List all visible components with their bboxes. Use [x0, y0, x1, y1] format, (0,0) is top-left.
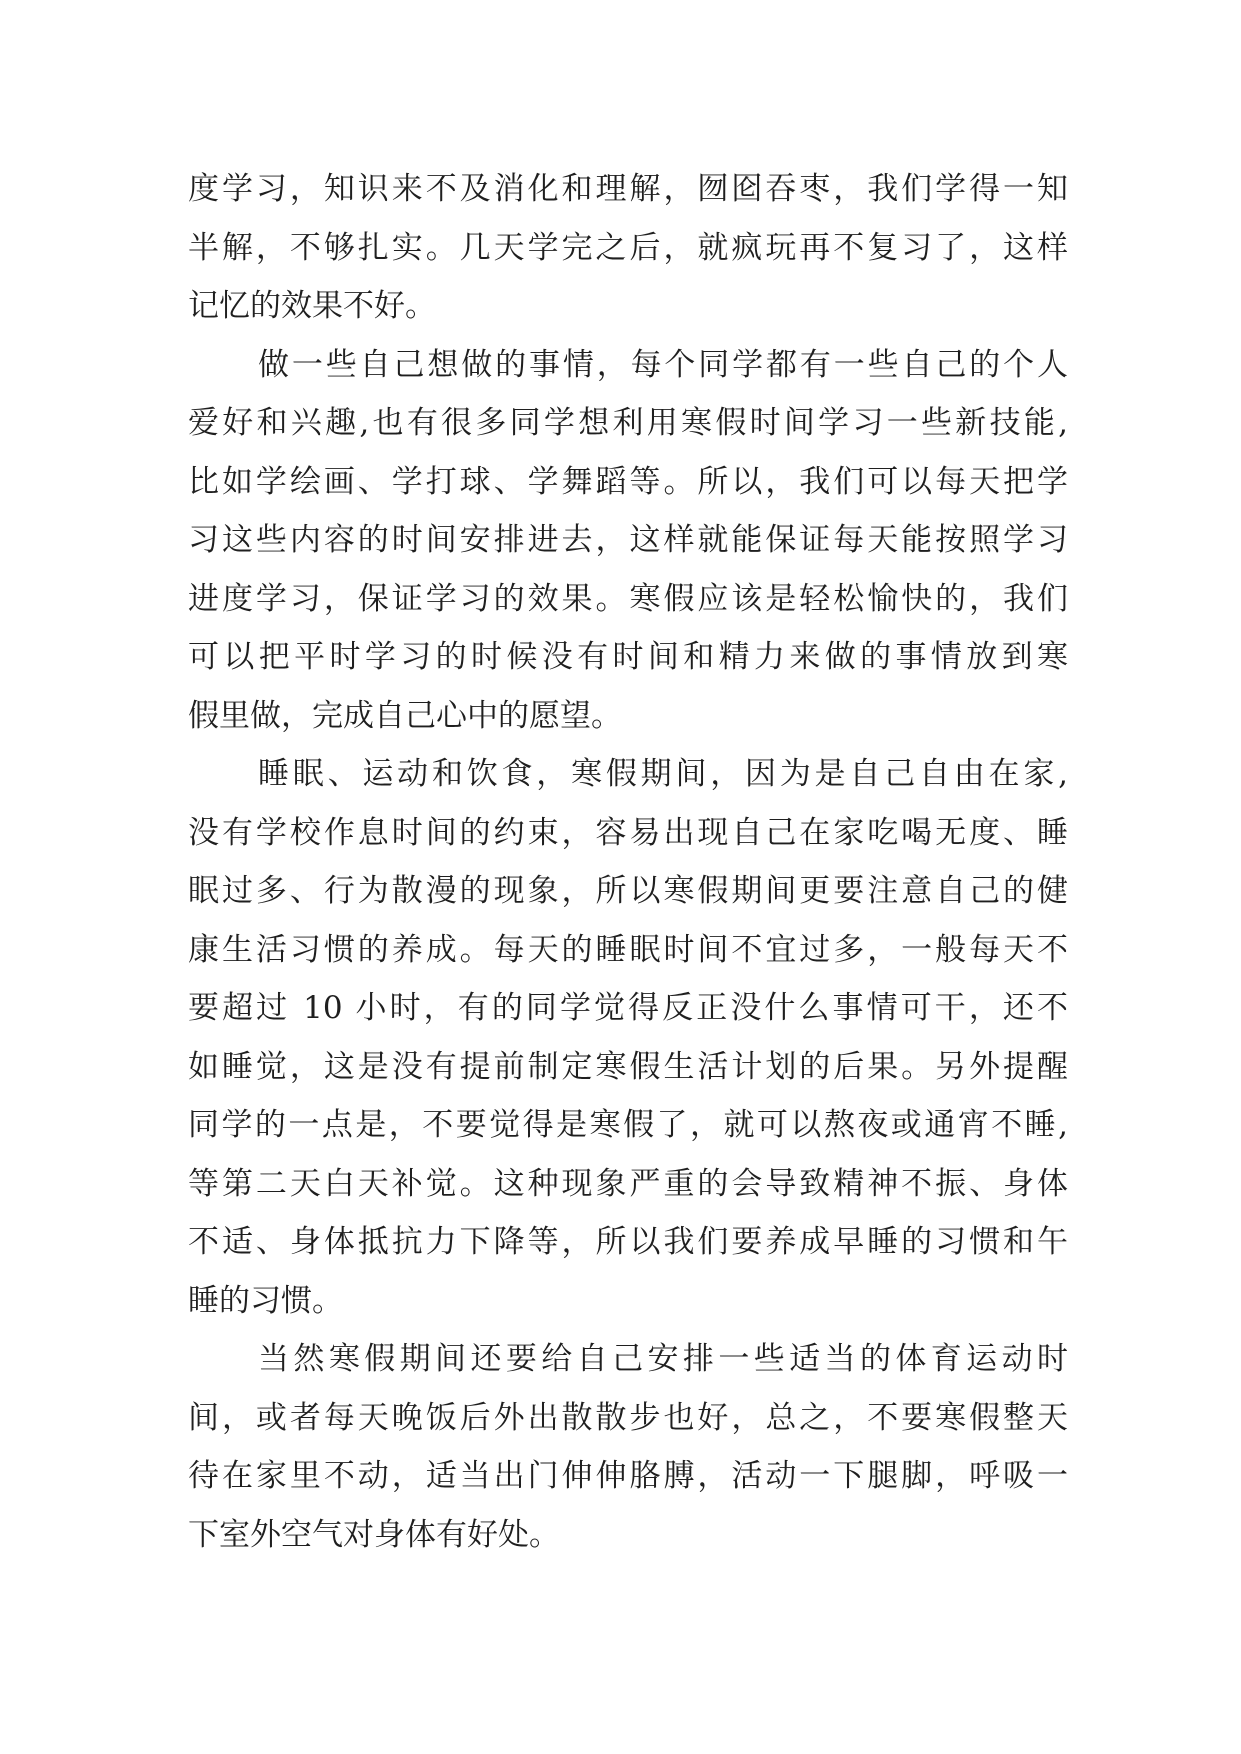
body-text	[188, 160, 1068, 1564]
text-line: 可以把平时学习的时候没有时间和精力来做的事情放到寒	[188, 639, 1068, 675]
text-line: 眠过多、行为散漫的现象，所以寒假期间更要注意自己的健	[188, 873, 1068, 909]
text-line: 做一些自己想做的事情，每个同学都有一些自己的个人	[258, 346, 1068, 383]
text-line: 睡的习惯。	[188, 1282, 343, 1319]
paragraph	[188, 745, 1068, 1330]
paragraph	[188, 336, 1068, 746]
text-line: 习这些内容的时间安排进去，这样就能保证每天能按照学习	[188, 522, 1068, 558]
text-line: 比如学绘画、学打球、学舞蹈等。所以，我们可以每天把学	[188, 463, 1068, 500]
paragraph	[188, 1330, 1068, 1564]
text-line: 进度学习，保证学习的效果。寒假应该是轻松愉快的，我们	[188, 580, 1068, 617]
text-line: 爱好和兴趣,也有很多同学想利用寒假时间学习一些新技能,	[188, 405, 1068, 441]
text-line: 待在家里不动，适当出门伸伸胳膊，活动一下腿脚，呼吸一	[188, 1458, 1068, 1494]
text-line: 下室外空气对身体有好处。	[188, 1516, 560, 1553]
text-line: 等第二天白天补觉。这种现象严重的会导致精神不振、身体	[188, 1165, 1068, 1202]
text-line: 如睡觉，这是没有提前制定寒假生活计划的后果。另外提醒	[188, 1048, 1068, 1085]
text-line: 要超过 10 小时，有的同学觉得反正没什么事情可干，还不	[188, 990, 1068, 1026]
text-line: 度学习，知识来不及消化和理解，囫囵吞枣，我们学得一知	[188, 171, 1068, 207]
text-line: 没有学校作息时间的约束，容易出现自己在家吃喝无度、睡	[188, 814, 1068, 851]
text-line: 睡眠、运动和饮食，寒假期间，因为是自己自由在家,	[258, 756, 1068, 792]
text-line: 记忆的效果不好。	[188, 288, 436, 324]
text-line: 半解，不够扎实。几天学完之后，就疯玩再不复习了，这样	[188, 229, 1068, 266]
text-line: 康生活习惯的养成。每天的睡眠时间不宜过多，一般每天不	[188, 931, 1068, 968]
text-line: 同学的一点是，不要觉得是寒假了，就可以熬夜或通宵不睡,	[188, 1107, 1068, 1143]
text-line: 不适、身体抵抗力下降等，所以我们要养成早睡的习惯和午	[188, 1224, 1068, 1260]
text-line: 间，或者每天晚饭后外出散散步也好，总之，不要寒假整天	[188, 1399, 1068, 1436]
text-line: 假里做，完成自己心中的愿望。	[188, 697, 622, 734]
text-line: 当然寒假期间还要给自己安排一些适当的体育运动时	[258, 1341, 1068, 1377]
paragraph	[188, 160, 1068, 336]
